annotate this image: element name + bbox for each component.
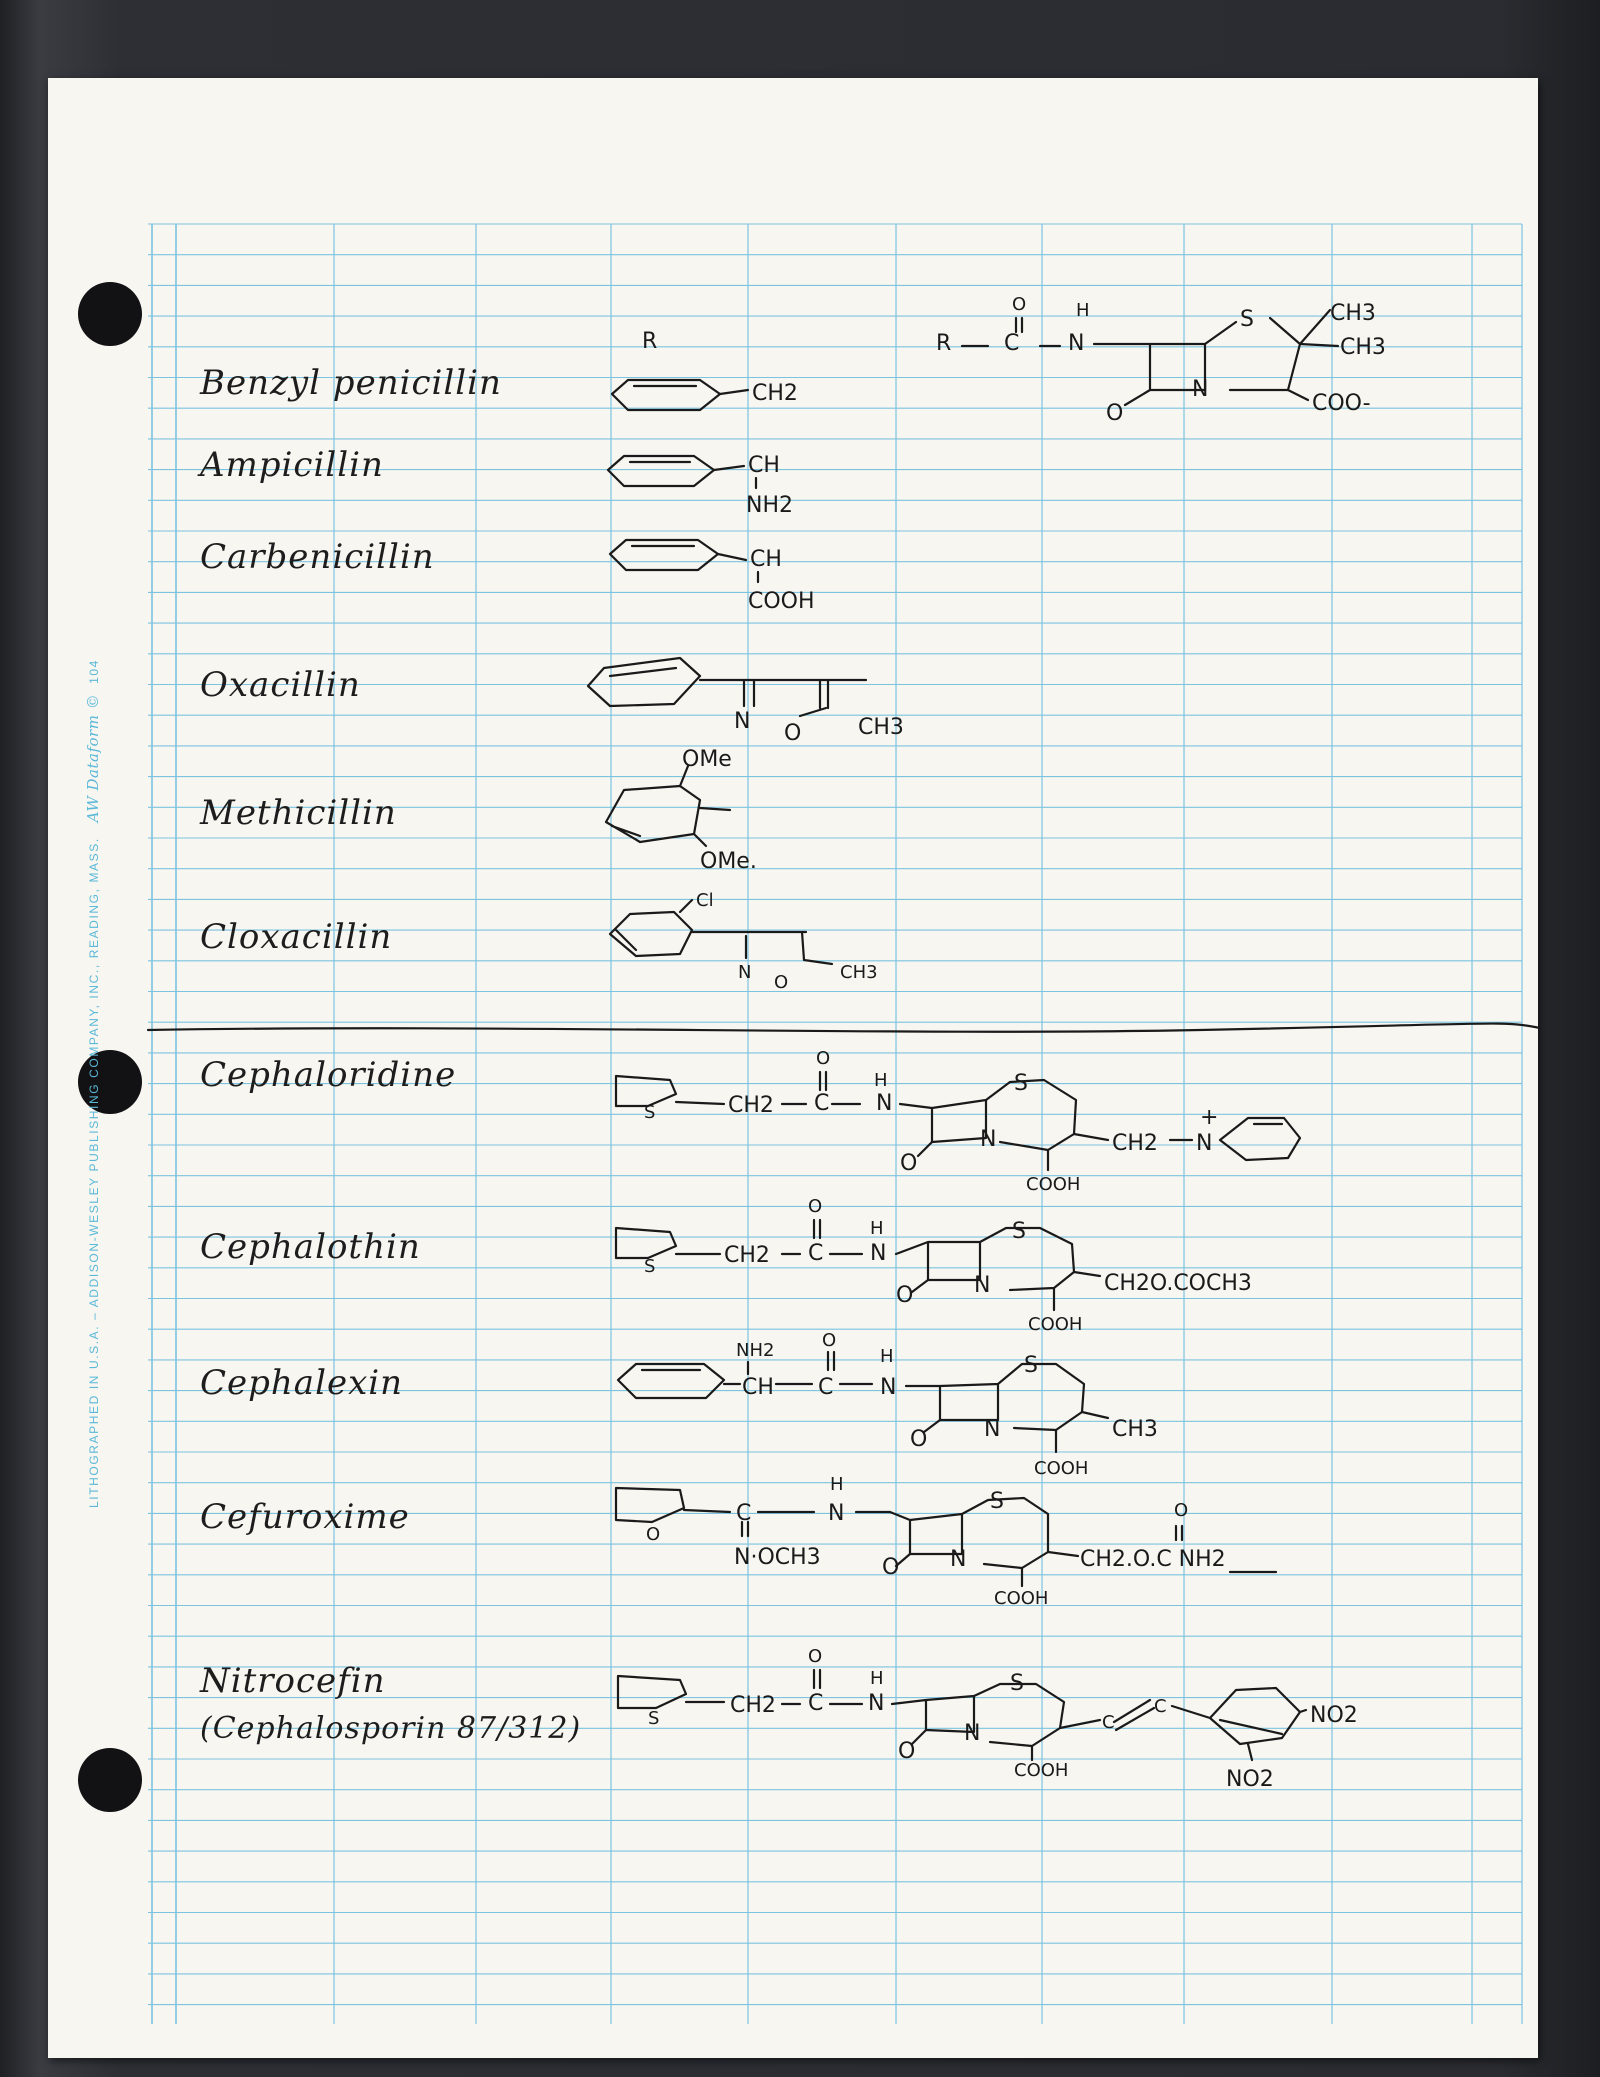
cephalexin-core-n: N [984,1417,1001,1442]
carbenicillin-ch: CH [750,547,782,572]
cephaloridine-thiophene-s: S [644,1102,656,1123]
cephalothin-o: O [808,1196,823,1217]
cephaloridine-c: C [814,1091,830,1116]
drug-name-nitrocefin: Nitrocefin [200,1661,386,1701]
oxacillin-o: O [784,721,802,746]
cefuroxime-furan-o: O [646,1524,661,1545]
structure-nitrocefin [618,1646,1358,1792]
cefuroxime-oxime: N·OCH3 [734,1545,821,1570]
drug-name-cloxacillin: Cloxacillin [200,917,393,957]
cefuroxime-core-n: N [950,1547,967,1572]
nitrocefin-n: N [868,1691,885,1716]
cephaloridine-ch2: CH2 [728,1093,774,1118]
cefuroxime-core-s: S [990,1489,1004,1514]
structure-ampicillin [608,453,793,518]
cephalexin-cooh: COOH [1034,1458,1089,1479]
cloxacillin-n: N [738,962,752,983]
cephalothin-core-o: O [896,1283,914,1308]
cephaloridine-o: O [816,1048,831,1069]
drug-name-carbenicillin: Carbenicillin [200,537,435,577]
drug-name-benzyl-penicillin: Benzyl penicillin [200,363,502,403]
penam-core-structure [936,294,1386,426]
penam-r: R [936,331,952,356]
cephaloridine-plus: + [1200,1105,1219,1130]
structure-cephalexin [618,1330,1158,1479]
drug-name-cefuroxime: Cefuroxime [200,1497,410,1537]
cefuroxime-carbamate-o: O [1174,1500,1189,1521]
structure-benzyl-penicillin [612,380,798,410]
cefuroxime-core-o: O [882,1555,900,1580]
penam-amide-h: H [1076,300,1090,321]
drug-name-cephaloridine: Cephaloridine [200,1055,457,1095]
structure-carbenicillin [610,540,815,614]
drug-name-cephalothin: Cephalothin [200,1227,421,1267]
drug-name-methicillin: Methicillin [200,793,397,833]
penam-s: S [1240,307,1254,332]
penam-ch3-b: CH3 [1340,335,1386,360]
benzyl-group-label: CH2 [752,381,798,406]
cephalexin-n: N [880,1375,897,1400]
cephalexin-ch3: CH3 [1112,1417,1158,1442]
cefuroxime-n: N [828,1501,845,1526]
cephalexin-nh2: NH2 [736,1340,775,1361]
nitrocefin-h: H [870,1668,884,1689]
oxacillin-n: N [734,709,751,734]
drug-name-nitrocefin-note: (Cephalosporin 87/312) [200,1711,582,1746]
cephalothin-core-s: S [1012,1219,1026,1244]
methicillin-ome-top: OMe [682,747,732,772]
drug-name-oxacillin: Oxacillin [200,665,361,705]
nitrocefin-core-s: S [1010,1671,1024,1696]
penam-ch3-a: CH3 [1330,301,1376,326]
cefuroxime-c: C [736,1501,752,1526]
nitrocefin-no2-a: NO2 [1310,1703,1358,1728]
cephaloridine-h: H [874,1070,888,1091]
cephalexin-ch: CH [742,1375,774,1400]
ampicillin-ch: CH [748,453,780,478]
cephaloridine-pyridinium-n: N [1196,1131,1213,1156]
structure-methicillin [606,747,757,874]
cephalexin-core-s: S [1024,1353,1038,1378]
cephalothin-n: N [870,1241,887,1266]
cephaloridine-core-n: N [980,1127,997,1152]
cephalothin-h: H [870,1218,884,1239]
drug-name-ampicillin: Ampicillin [200,445,384,485]
imprint-number: 104 [87,659,101,684]
penam-carbon: C [1004,331,1020,356]
nitrocefin-o: O [808,1646,823,1667]
cephalexin-o: O [822,1330,837,1351]
cephalothin-cooh: COOH [1028,1314,1083,1335]
cloxacillin-ch3: CH3 [840,962,878,983]
cephalothin-c: C [808,1241,824,1266]
cephaloridine-core-o: O [900,1151,918,1176]
penam-lactam-o: O [1106,401,1124,426]
drug-name-cephalexin: Cephalexin [200,1363,404,1403]
nitrocefin-no2-b: NO2 [1226,1767,1274,1792]
cephaloridine-sub-ch2: CH2 [1112,1131,1158,1156]
structure-cloxacillin [610,890,878,993]
structure-cephaloridine [616,1048,1300,1195]
ampicillin-nh2: NH2 [746,493,793,518]
nitrocefin-vinyl-c2: C [1154,1696,1167,1717]
cephaloridine-cooh: COOH [1026,1174,1081,1195]
cloxacillin-cl: Cl [696,890,714,911]
nitrocefin-ch2: CH2 [730,1693,776,1718]
nitrocefin-thiophene-s: S [648,1708,660,1729]
cephalexin-core-o: O [910,1427,928,1452]
nitrocefin-cooh: COOH [1014,1760,1069,1781]
cephalothin-thiophene-s: S [644,1256,656,1277]
cephalothin-substituent: CH2O.COCH3 [1104,1271,1252,1296]
structure-cefuroxime [616,1474,1276,1609]
imprint-brand: AW Dataform © [84,693,102,823]
nitrocefin-vinyl-c1: C [1102,1712,1115,1733]
structure-oxacillin [588,658,904,746]
nitrocefin-core-n: N [964,1721,981,1746]
methicillin-ome-bottom: OMe. [700,849,757,874]
cephaloridine-core-s: S [1014,1071,1028,1096]
carbenicillin-cooh: COOH [748,589,815,614]
cephalothin-core-n: N [974,1273,991,1298]
oxacillin-ch3: CH3 [858,715,904,740]
penam-n: N [1192,377,1209,402]
structure-cephalothin [616,1196,1252,1335]
r-label: R [642,329,658,354]
cephalexin-h: H [880,1346,894,1367]
cefuroxime-h: H [830,1474,844,1495]
imprint-text: LITHOGRAPHED IN U.S.A. – ADDISON-WESLEY PUBLISHING COMPANY, INC., READING, MASS. [87,837,101,1508]
cephalexin-c: C [818,1375,834,1400]
cloxacillin-o: O [774,972,789,993]
cephaloridine-n: N [876,1091,893,1116]
penam-amide-n: N [1068,331,1085,356]
penam-carboxylate: COO- [1312,391,1371,416]
cefuroxime-carbamate: CH2.O.C NH2 [1080,1547,1226,1572]
cephalothin-ch2: CH2 [724,1243,770,1268]
penam-carbonyl-o: O [1012,294,1027,315]
section-divider [148,1024,1540,1032]
nitrocefin-core-o: O [898,1739,916,1764]
cefuroxime-cooh: COOH [994,1588,1049,1609]
nitrocefin-c: C [808,1691,824,1716]
